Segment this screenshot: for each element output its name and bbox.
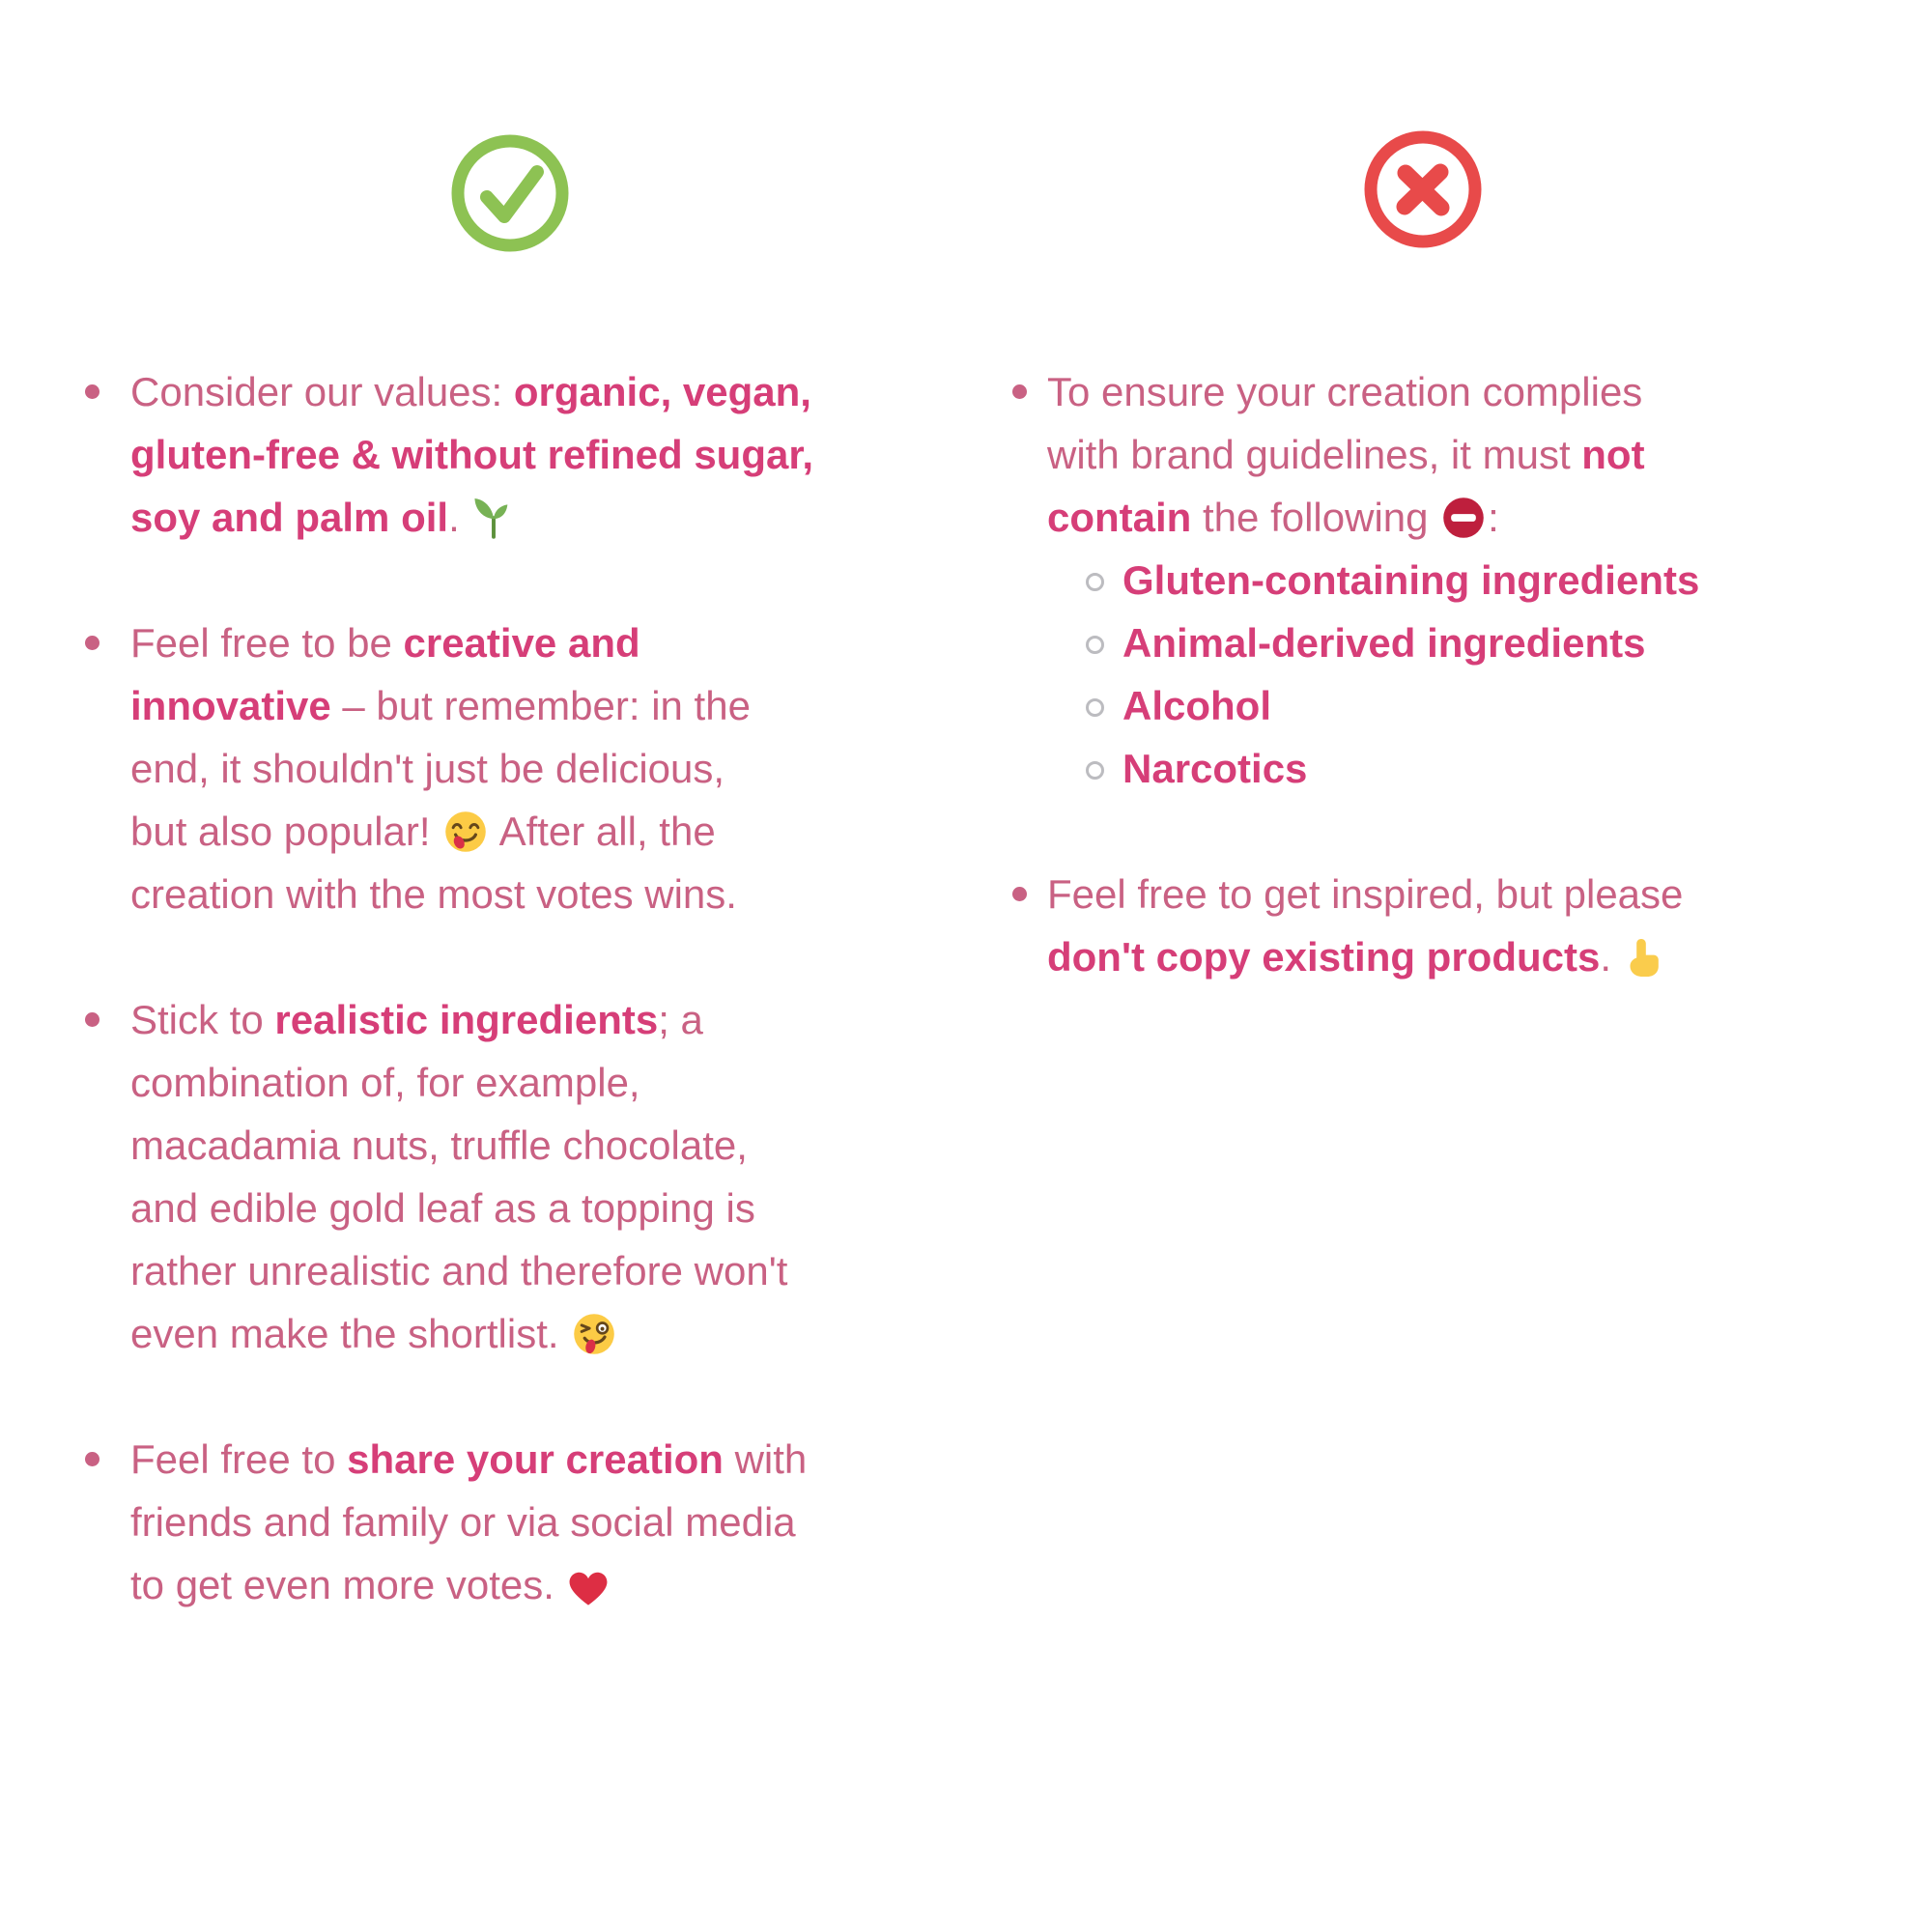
line (1047, 423, 1917, 486)
do-list (130, 360, 961, 1616)
bold-text: Gluten-containing ingredients (1122, 557, 1700, 603)
check-circle-icon (450, 133, 570, 258)
bold-text: contain (1047, 495, 1192, 540)
line (130, 1553, 961, 1616)
bold-text: not (1581, 432, 1645, 477)
text: friends and family or via social media (130, 1499, 796, 1545)
text: . (1600, 934, 1623, 980)
line (130, 360, 961, 423)
sub-list-item (1122, 674, 1917, 737)
bold-text: creative and (403, 620, 640, 666)
text: To ensure your creation complies (1047, 369, 1643, 414)
bold-text: Alcohol (1122, 683, 1271, 728)
line (1047, 925, 1917, 988)
sub-list-item (1122, 611, 1917, 674)
pointing-up-icon (1626, 936, 1664, 979)
text: – but remember: in the (330, 683, 751, 728)
no-entry-icon (1442, 497, 1485, 539)
line (130, 486, 961, 549)
text: Feel free to get inspired, but please (1047, 871, 1684, 917)
text: even make the shortlist. (130, 1311, 571, 1356)
text: Stick to (130, 997, 275, 1042)
text: creation with the most votes wins. (130, 871, 737, 917)
line (130, 1051, 961, 1114)
savoring-face-icon (444, 810, 487, 853)
sub-list-item (1122, 737, 1917, 800)
text: with (723, 1436, 808, 1482)
dont-column (966, 0, 1932, 1932)
heart-icon (569, 1572, 608, 1606)
text: ; a (658, 997, 703, 1042)
bold-text: share your creation (347, 1436, 724, 1482)
text: Feel free to be (130, 620, 404, 666)
text: After all, the (490, 809, 716, 854)
text: combination of, for example, (130, 1060, 640, 1105)
line (1047, 360, 1917, 423)
bold-text: Narcotics (1122, 746, 1308, 791)
tongue-wink-face-icon (573, 1313, 615, 1355)
line (130, 988, 961, 1051)
line (130, 1114, 961, 1177)
text: : (1488, 495, 1499, 540)
text: . (448, 495, 471, 540)
line (130, 1239, 961, 1302)
list-item (130, 988, 961, 1365)
list-item (130, 611, 961, 925)
line (130, 1491, 961, 1553)
seedling-icon (473, 495, 514, 539)
line (130, 1428, 961, 1491)
line (130, 737, 961, 800)
line (1047, 486, 1917, 549)
line (1047, 863, 1917, 925)
text: but also popular! (130, 809, 442, 854)
bold-text: organic, vegan, (513, 369, 811, 414)
bold-text: soy and palm oil (130, 495, 449, 540)
pointing-up-icon (1626, 936, 1664, 979)
bold-text: Animal-derived ingredients (1122, 620, 1646, 666)
cross-circle-icon (1363, 129, 1483, 254)
line (130, 800, 961, 863)
savoring-face-icon (444, 810, 487, 853)
text: rather unrealistic and therefore won't (130, 1248, 788, 1293)
line (130, 423, 961, 486)
sub-list-item (1122, 549, 1917, 611)
text: with brand guidelines, it must (1047, 432, 1582, 477)
text: Consider our values: (130, 369, 514, 414)
seedling-icon (473, 495, 514, 539)
tongue-wink-face-icon (573, 1313, 615, 1355)
text: macadamia nuts, truffle chocolate, (130, 1122, 748, 1168)
bold-text: innovative (130, 683, 331, 728)
list-item (1047, 360, 1917, 800)
list-item (1047, 863, 1917, 988)
list-item (130, 1428, 961, 1616)
line (130, 611, 961, 674)
list-item (130, 360, 961, 549)
text: and edible gold leaf as a topping is (130, 1185, 755, 1231)
bold-text: don't copy existing products (1047, 934, 1601, 980)
bold-text: gluten-free & without refined sugar, (130, 432, 814, 477)
line (130, 863, 961, 925)
text: to get even more votes. (130, 1562, 566, 1607)
text: end, it shouldn't just be delicious, (130, 746, 725, 791)
line (130, 1302, 961, 1365)
bold-text: realistic ingredients (274, 997, 659, 1042)
sub-list (1047, 549, 1917, 800)
dont-list (1047, 360, 1917, 988)
text: Feel free to (130, 1436, 348, 1482)
no-entry-icon (1442, 497, 1485, 539)
line (130, 1177, 961, 1239)
text: the following (1191, 495, 1440, 540)
heart-icon (569, 1572, 608, 1606)
line (130, 674, 961, 737)
